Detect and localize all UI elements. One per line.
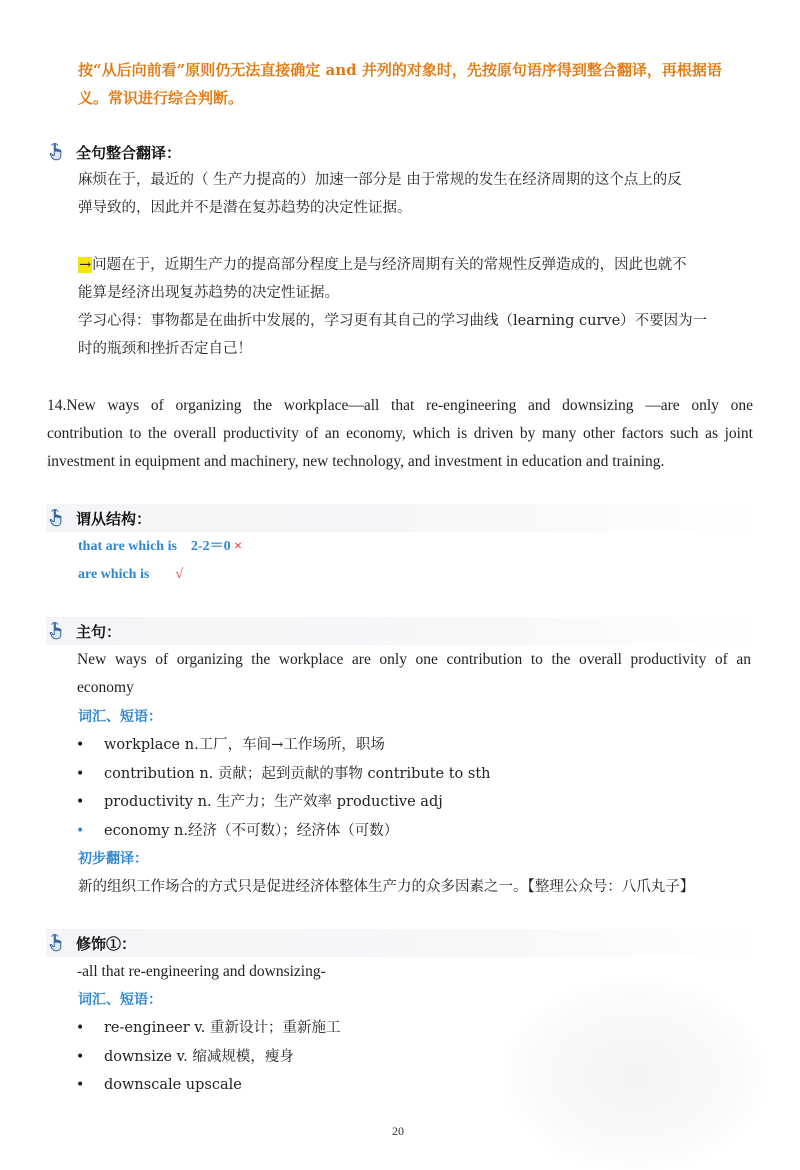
modifier-1-heading [46, 929, 756, 957]
main-translation-heading: 初步翻译： [78, 851, 148, 867]
modifier-vocab-heading: 词汇、短语： [78, 992, 162, 1008]
structure-title: 谓从结构： [76, 509, 152, 528]
main-clause-title: 主句： [76, 622, 122, 641]
refined-translation [78, 251, 768, 363]
watermark-logo [505, 980, 765, 1170]
list-item: • productivity n. 生产力；生产效率 productive adj [76, 788, 766, 817]
intro-note [78, 56, 768, 112]
arrow-highlight: → [79, 257, 92, 273]
intro-line-1: 按“从后向前看”原则仍无法直接确定 and 并列的对象时，先按原句语序得到整合翻译，再根据语 [78, 61, 722, 79]
list-item: • re-engineer v. 重新设计；重新施工 [76, 1014, 766, 1043]
study-note-line2: 时的瓶颈和挫折否定自己！ [78, 341, 252, 357]
list-item: • contribution n. 贡献；起到贡献的事物 contribute to sth [76, 760, 766, 789]
main-clause-heading [46, 617, 756, 645]
structure-heading [46, 504, 756, 532]
translation-para1-line2: 弹导致的，因此并不是潜在复苏趋势的决定性证据。 [78, 200, 412, 216]
modifier-1-title: 修饰①： [76, 934, 137, 953]
main-vocab-list [76, 731, 766, 845]
structure-line-2 [78, 561, 478, 589]
question-line-1: 14.New ways of organizing the workplace—all that re-engineering and downsizing —are only one [47, 397, 753, 414]
translation-para2-line2: 能算是经济出现复苏趋势的决定性证据。 [78, 285, 339, 301]
structure-line-2-text: are which is [78, 567, 150, 582]
structure-line-1-text: that are which is 2-2＝0 [78, 539, 231, 554]
main-clause-line-2: economy [77, 679, 134, 696]
pointing-hand-icon [46, 932, 68, 954]
main-vocab-heading: 词汇、短语： [78, 709, 162, 725]
cross-mark: × [234, 539, 243, 554]
structure-line-1 [78, 533, 478, 561]
main-clause-sentence [77, 646, 751, 702]
question-14-text [47, 392, 753, 476]
modifier-1-phrase: -all that re-engineering and downsizing- [77, 963, 326, 980]
check-mark: √ [175, 567, 183, 582]
full-translation-body [78, 166, 768, 222]
full-translation-heading [46, 138, 756, 166]
translation-para2-line1 [78, 251, 768, 279]
structure-body [78, 533, 478, 589]
main-clause-line-1: New ways of organizing the workplace are only one contribution to the overall productivity of an [77, 651, 751, 668]
pointing-hand-icon [46, 141, 68, 163]
full-translation-title: 全句整合翻译： [76, 143, 182, 162]
question-line-3: investment in equipment and machinery, new technology, and investment in education and training. [47, 453, 665, 470]
pointing-hand-icon [46, 620, 68, 642]
pointing-hand-icon [46, 507, 68, 529]
page-number: 20 [392, 1124, 404, 1138]
question-line-2: contribution to the overall productivity of an economy, which is driven by many other factors such as joint [47, 425, 753, 442]
main-translation: 新的组织工作场合的方式只是促进经济体整体生产力的众多因素之一。【整理公众号：八爪丸子】 [78, 879, 695, 895]
translation-para2-line1-text: 问题在于，近期生产力的提高部分程度上是与经济周期有关的常规性反弹造成的，因此也就不 [92, 257, 687, 273]
list-item: • downscale upscale [76, 1071, 766, 1100]
study-note-line1: 学习心得：事物都是在曲折中发展的，学习更有其自己的学习曲线（learning curve）不要因为一 [78, 313, 708, 329]
list-item: • economy n.经济（不可数）；经济体（可数） [76, 817, 766, 846]
intro-line-2: 义。常识进行综合判断。 [78, 89, 244, 107]
translation-para1-line1: 麻烦在于，最近的（ 生产力提高的）加速一部分是 由于常规的发生在经济周期的这个点上的反 [78, 172, 682, 188]
list-item: • workplace n.工厂，车间→工作场所，职场 [76, 731, 766, 760]
list-item: • downsize v. 缩减规模，瘦身 [76, 1043, 766, 1072]
